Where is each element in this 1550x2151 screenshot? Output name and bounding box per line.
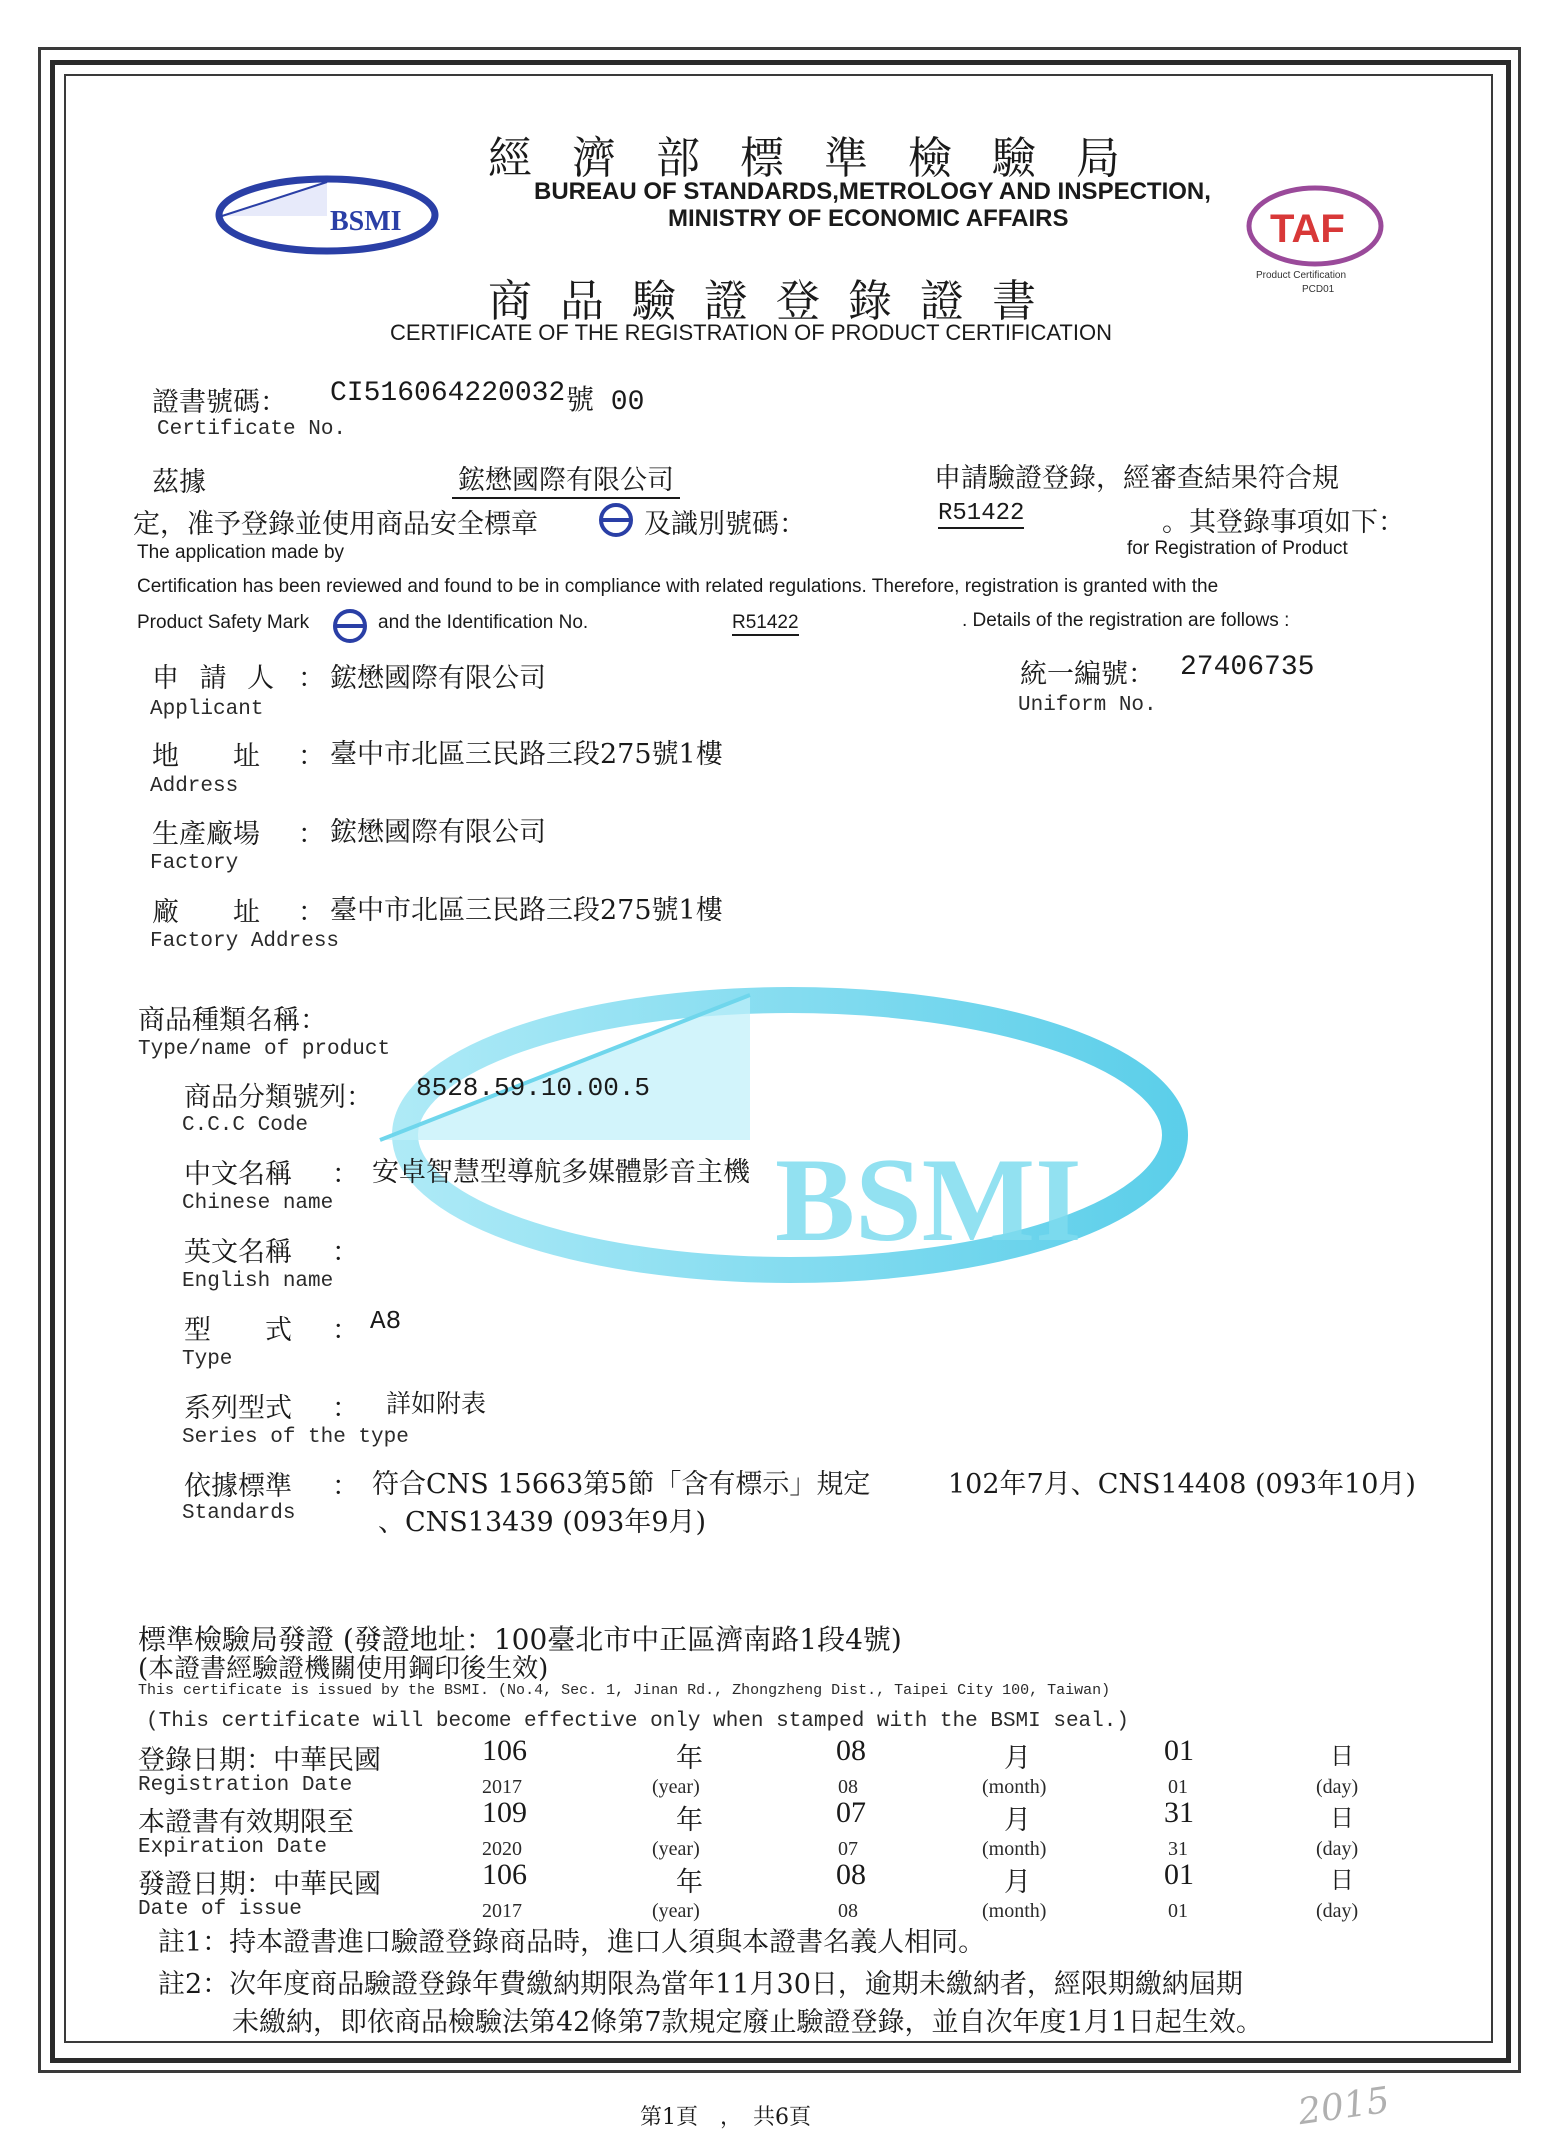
date-label: 登錄日期：中華民國	[138, 1745, 381, 1776]
model-label-en: Type	[182, 1348, 233, 1371]
factory-address-value: 臺中市北區三民路三段275號1樓	[330, 895, 723, 926]
uniform-label: 統一編號：	[1020, 659, 1155, 690]
date-roc-year: 106	[482, 1734, 527, 1767]
date-month: 08	[836, 1734, 866, 1767]
date-year-unit: 年	[676, 1867, 703, 1898]
taf-caption-2: PCD01	[1302, 284, 1335, 295]
model-value: A8	[370, 1306, 402, 1336]
date-month-en: 07	[838, 1838, 858, 1860]
standards-value-1b: 102年7月、CNS14408 (093年10月)	[948, 1469, 1416, 1500]
address-value: 臺中市北區三民路三段275號1樓	[330, 739, 723, 770]
statement-en-line2: Certification has been reviewed and found to be in compliance with related regulations. Therefore, registration is granted with the	[137, 576, 1219, 597]
safety-mark-icon	[596, 502, 636, 538]
date-year-unit-en: (year)	[652, 1838, 700, 1860]
taf-caption-1: Product Certification	[1256, 270, 1347, 281]
handwritten-note: 2015	[1295, 2079, 1393, 2134]
cert-title-cn: 商品驗證登錄證書	[488, 276, 1064, 327]
statement-en-line3-mid: and the Identification No.	[378, 612, 589, 633]
standards-label: 依據標準	[184, 1471, 292, 1502]
date-month-unit-en: (month)	[982, 1900, 1047, 1922]
chinese-name-label: 中文名稱	[184, 1159, 292, 1190]
series-value: 詳如附表	[386, 1389, 487, 1418]
date-year-unit-en: (year)	[652, 1776, 700, 1798]
cert-no-label-en: Certificate No.	[157, 418, 347, 441]
model-label: 型 式	[184, 1315, 292, 1346]
date-day: 01	[1164, 1734, 1194, 1767]
issuer-line1: 標準檢驗局發證 (發證地址：100臺北市中正區濟南路1段4號)	[138, 1623, 902, 1656]
date-day: 31	[1164, 1796, 1194, 1829]
date-label: 本證書有效期限至	[138, 1807, 354, 1838]
note-1: 註1：持本證書進口驗證登錄商品時，進口人須與本證書名義人相同。	[158, 1927, 986, 1958]
date-roc-year: 106	[482, 1858, 527, 1891]
factory-label-en: Factory	[150, 852, 239, 875]
issuer-line3: This certificate is issued by the BSMI. (No.4, Sec. 1, Jinan Rd., Zhongzheng Dist., Taipei City 100, Taiwan)	[138, 1682, 1111, 1699]
series-label-en: Series of the type	[182, 1426, 409, 1449]
ccc-label: 商品分類號列：	[184, 1082, 373, 1113]
statement-p2-end: 。其登錄事項如下：	[1162, 507, 1405, 538]
safety-mark-icon-en	[330, 608, 370, 644]
date-month-unit-en: (month)	[982, 1838, 1047, 1860]
date-month-unit-en: (month)	[982, 1776, 1047, 1798]
series-label: 系列型式	[184, 1393, 292, 1424]
bureau-title-cn: 經濟部標準檢驗局	[488, 133, 1160, 184]
uniform-label-en: Uniform No.	[1018, 694, 1157, 717]
date-label-en: Date of issue	[138, 1898, 302, 1921]
address-label-en: Address	[150, 775, 239, 798]
date-year-unit-en: (year)	[652, 1900, 700, 1922]
date-month-en: 08	[838, 1900, 858, 1922]
factory-label: 生產廠場	[152, 819, 260, 850]
statement-en-line3-start: Product Safety Mark	[137, 612, 310, 633]
date-year: 2017	[482, 1900, 522, 1922]
chinese-name-label-en: Chinese name	[182, 1192, 334, 1215]
standards-label-en: Standards	[182, 1502, 296, 1525]
note-2a: 註2：次年度商品驗證登錄年費繳納期限為當年11月30日，逾期未繳納者，經限期繳納屆期	[158, 1969, 1243, 2000]
cert-no-value: CI516064220032	[330, 378, 566, 409]
date-month-unit: 月	[1004, 1867, 1031, 1898]
statement-en-for-reg: for Registration of Product	[1127, 538, 1348, 559]
bureau-title-en-2: MINISTRY OF ECONOMIC AFFAIRS	[668, 205, 1069, 232]
english-name-label: 英文名稱	[184, 1237, 292, 1268]
applicant-value: 鋐懋國際有限公司	[330, 663, 546, 694]
bsmi-logo-text: BSMI	[330, 206, 402, 237]
factory-address-label: 廠 址	[152, 897, 260, 928]
standards-value-2: 、CNS13439 (093年9月)	[378, 1507, 707, 1538]
date-year: 2017	[482, 1776, 522, 1798]
date-month: 07	[836, 1796, 866, 1829]
date-month-unit: 月	[1004, 1805, 1031, 1836]
date-day: 01	[1164, 1858, 1194, 1891]
ccc-label-en: C.C.C Code	[182, 1114, 309, 1137]
cert-title-en: CERTIFICATE OF THE REGISTRATION OF PRODUCT CERTIFICATION	[390, 320, 1112, 345]
page-indicator: 第1頁 ， 共6頁	[640, 2105, 811, 2130]
date-day-en: 01	[1168, 1776, 1188, 1798]
chinese-name-value: 安卓智慧型導航多媒體影音主機	[372, 1157, 750, 1188]
bsmi-watermark-text: BSMI	[775, 1133, 1082, 1266]
statement-en-made-by: The application made by	[137, 542, 345, 563]
date-day-unit: 日	[1330, 1742, 1354, 1770]
date-month-unit: 月	[1004, 1743, 1031, 1774]
statement-start: 茲據	[152, 467, 206, 498]
date-year-unit: 年	[676, 1743, 703, 1774]
cert-no-suffix: 號 00	[566, 387, 645, 418]
applicant-label-en: Applicant	[150, 698, 264, 721]
date-month: 08	[836, 1858, 866, 1891]
date-label-en: Expiration Date	[138, 1836, 328, 1859]
date-day-unit-en: (day)	[1316, 1776, 1359, 1798]
address-label: 地 址	[152, 741, 260, 772]
taf-logo	[1240, 182, 1390, 272]
date-year: 2020	[482, 1838, 522, 1860]
note-2b: 未繳納，即依商品檢驗法第42條第7款規定廢止驗證登錄，並自次年度1月1日起生效。	[232, 2007, 1263, 2038]
factory-value: 鋐懋國際有限公司	[330, 817, 546, 848]
statement-applicant: 鋐懋國際有限公司	[452, 458, 680, 499]
ccc-value: 8528.59.10.00.5	[416, 1073, 651, 1103]
product-type-label: 商品種類名稱：	[138, 1005, 327, 1036]
date-day-unit-en: (day)	[1316, 1838, 1359, 1860]
date-day-unit: 日	[1330, 1866, 1354, 1894]
statement-p1-end: 申請驗證登錄，經審查結果符合規	[934, 463, 1339, 494]
statement-id-no: R51422	[938, 500, 1025, 527]
uniform-value: 27406735	[1180, 652, 1315, 683]
date-day-unit-en: (day)	[1316, 1900, 1359, 1922]
taf-logo-text: TAF	[1270, 207, 1345, 251]
applicant-label: 申 請 人	[152, 663, 281, 694]
statement-en-id-no: R51422	[732, 612, 799, 636]
bsmi-logo	[212, 170, 442, 260]
issuer-line2: (本證書經驗證機關使用鋼印後生效)	[138, 1654, 549, 1684]
date-day-en: 01	[1168, 1900, 1188, 1922]
bsmi-watermark	[370, 985, 1190, 1285]
english-name-label-en: English name	[182, 1270, 334, 1293]
date-roc-year: 109	[482, 1796, 527, 1829]
product-type-label-en: Type/name of product	[138, 1038, 391, 1061]
date-day-en: 31	[1168, 1838, 1188, 1860]
statement-p2-mid: 及識別號碼：	[644, 509, 806, 540]
cert-no-label: 證書號碼：	[152, 387, 287, 418]
bureau-title-en-1: BUREAU OF STANDARDS,METROLOGY AND INSPECTION,	[534, 178, 1211, 205]
statement-p2-start: 定，准予登錄並使用商品安全標章	[133, 509, 538, 540]
standards-value-1: 符合CNS 15663第5節「含有標示」規定	[372, 1469, 871, 1500]
date-day-unit: 日	[1330, 1804, 1354, 1832]
issuer-line4: (This certificate will become effective only when stamped with the BSMI seal.)	[146, 1710, 1129, 1733]
date-label: 發證日期：中華民國	[138, 1869, 381, 1900]
date-month-en: 08	[838, 1776, 858, 1798]
factory-address-label-en: Factory Address	[150, 930, 340, 953]
date-label-en: Registration Date	[138, 1774, 353, 1797]
statement-en-line3-end: . Details of the registration are follows :	[962, 610, 1290, 631]
date-year-unit: 年	[676, 1805, 703, 1836]
